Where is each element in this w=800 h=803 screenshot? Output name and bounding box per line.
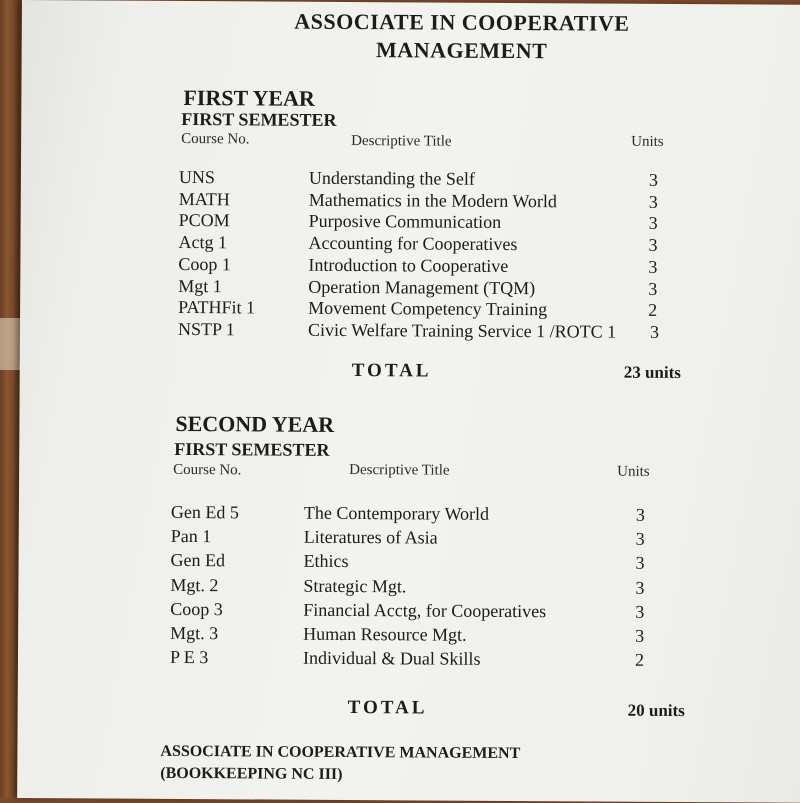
footer-program-title: ASSOCIATE IN COOPERATIVE MANAGEMENT — [160, 742, 521, 763]
footer-qualification: (BOOKKEEPING NC III) — [160, 764, 343, 783]
course-units: 3 — [648, 191, 658, 212]
course-title: Introduction to Cooperative — [308, 254, 509, 276]
course-code: UNS — [178, 166, 215, 188]
course-units: 2 — [634, 649, 645, 670]
course-code: Actg 1 — [178, 232, 228, 253]
course-units: 3 — [648, 169, 658, 190]
course-units: 3 — [635, 553, 645, 574]
course-title: Movement Competency Training — [308, 297, 548, 320]
course-title: Human Resource Mgt. — [303, 623, 467, 645]
year-heading: FIRST YEAR — [183, 84, 315, 111]
course-code: Mgt. 3 — [170, 622, 219, 644]
course-title: Civic Welfare Training Service 1 /ROTC 1 — [307, 319, 617, 342]
course-title: Understanding the Self — [308, 167, 475, 189]
course-units: 3 — [635, 528, 645, 550]
course-title: Literatures of Asia — [303, 526, 438, 548]
course-title: Strategic Mgt. — [303, 575, 407, 596]
course-row — [170, 622, 730, 647]
course-units: 3 — [648, 213, 658, 234]
total-label: TOTAL — [351, 360, 432, 382]
course-code: P E 3 — [169, 647, 209, 668]
semester-heading: FIRST SEMESTER — [181, 108, 337, 130]
course-title: Purposive Communication — [308, 211, 502, 233]
document-title-line-2: MANAGEMENT — [376, 37, 548, 64]
course-units: 3 — [635, 577, 645, 598]
document-page — [17, 0, 800, 803]
course-title: Operation Management (TQM) — [308, 276, 536, 298]
course-code: Coop 3 — [170, 598, 223, 620]
course-title: Financial Acctg, for Cooperatives — [303, 599, 547, 622]
course-title: Accounting for Cooperatives — [308, 232, 518, 255]
course-title: Ethics — [303, 551, 349, 572]
column-header-title: Descriptive Title — [351, 133, 452, 150]
course-units: 3 — [648, 278, 658, 299]
column-header-units: Units — [631, 133, 664, 150]
total-units: 23 units — [623, 362, 681, 383]
column-header-course: Course No. — [181, 130, 250, 148]
semester-heading: FIRST SEMESTER — [174, 438, 330, 460]
course-row — [170, 646, 730, 671]
course-code: Mgt 1 — [178, 275, 222, 296]
course-row — [178, 318, 738, 343]
course-title: The Contemporary World — [303, 502, 490, 524]
course-units: 3 — [649, 321, 660, 342]
course-code: Gen Ed — [170, 550, 226, 571]
course-code: PATHFit 1 — [178, 297, 256, 318]
document-title-line-1: ASSOCIATE IN COOPERATIVE — [294, 8, 630, 36]
course-code: Gen Ed 5 — [170, 501, 239, 523]
course-code: NSTP 1 — [177, 318, 235, 340]
course-code: MATH — [178, 188, 230, 209]
course-code: Coop 1 — [178, 253, 231, 275]
total-units: 20 units — [627, 700, 685, 721]
course-units: 2 — [648, 300, 658, 321]
course-row — [170, 574, 730, 599]
course-title: Mathematics in the Modern World — [308, 189, 558, 211]
course-title: Individual & Dual Skills — [302, 647, 481, 670]
course-code: PCOM — [178, 210, 230, 231]
column-header-course: Course No. — [173, 461, 242, 479]
course-units: 3 — [648, 234, 658, 255]
course-code: Pan 1 — [170, 526, 212, 547]
course-units: 3 — [635, 601, 645, 622]
course-row — [171, 501, 731, 526]
total-label: TOTAL — [347, 697, 428, 719]
course-row — [171, 549, 731, 574]
course-units: 3 — [648, 256, 658, 277]
year-heading: SECOND YEAR — [175, 410, 335, 437]
column-header-title: Descriptive Title — [349, 462, 450, 479]
course-code: Mgt. 2 — [170, 574, 219, 595]
column-header-units: Units — [617, 463, 650, 480]
course-units: 3 — [635, 504, 645, 525]
course-row — [171, 525, 731, 550]
course-row — [170, 598, 730, 623]
course-units: 3 — [635, 625, 645, 646]
